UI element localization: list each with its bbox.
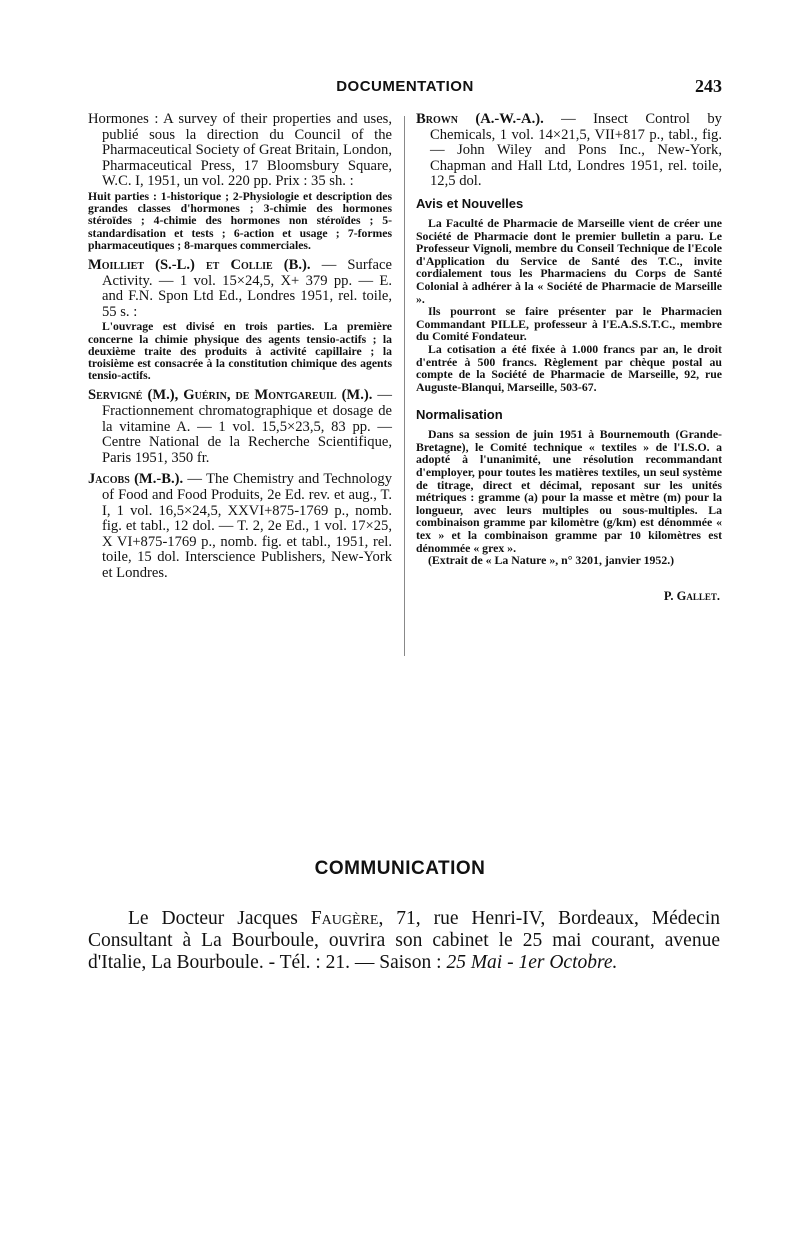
- entry-summary: Huit parties : 1-historique ; 2-Physiologie et description des grandes classes d'hormones ; 3-chimie des hormones stéroïdes ; 4-chimie des hormones non stéroïdes ; 5-standardisation et tests ; 6-action et usage ; 7-formes pharmaceutiques ; 8-marques commerciales.: [88, 189, 392, 252]
- doctor-name: Faugère: [310, 908, 379, 929]
- bibliography-entry: [416, 112, 722, 190]
- bibliography-entry: [88, 388, 392, 466]
- entry-author: Servigné (M.), Guérin, de Montgareuil (M.).: [88, 387, 373, 404]
- section-heading: Avis et Nouvelles: [416, 195, 524, 211]
- news-paragraph: La Faculté de Pharmacie de Marseille vient de créer une Société de Pharmacie dont le premier bulletin a paru. Le Professeur Vignoli, membre du Conseil Technique de l'Ecole d'Application du Service de Santé des T.C., invite cordialement tous les Pharmaciens du Corps de Santé Colonial à adhérer à la « Société de Pharmacie de Marseille ».: [416, 215, 722, 306]
- news-paragraph: La cotisation a été fixée à 1.000 francs par an, le droit d'entrée à 500 francs. Règlement par chèque postal au compte de la Société de Pharmacie de Marseille, 92, rue Auguste-Blanqui, Marseille, 503-67.: [416, 341, 722, 394]
- page-number: 243: [695, 76, 722, 96]
- bibliography-entry: [88, 472, 392, 581]
- entry-text: Hormones : A survey of their properties and uses, publié sous la direction du Council of the Pharmaceutical Society of Great Britain, London, Pharmaceutical Press, 17 Bloomsbury Square, W.C. I, 1951, un vol. 220 pp. Prix : 35 sh. :: [88, 111, 392, 190]
- communication-text: [88, 908, 720, 974]
- communication-intro: Le Docteur Jacques: [128, 908, 311, 929]
- news-paragraph: Ils pourront se faire présenter par le Pharmacien Commandant PILLE, professeur à l'E.A.S.S.T.C., membre du Comité Fondateur.: [416, 304, 722, 344]
- right-column: [416, 112, 722, 604]
- section-heading: Normalisation: [416, 407, 503, 423]
- bibliography-entry: [88, 112, 392, 252]
- entry-author: Jacobs (M.-B.).: [88, 471, 184, 488]
- left-column: [88, 112, 392, 588]
- bibliography-entry: [88, 258, 392, 382]
- entry-author: Brown (A.-W.-A.).: [416, 111, 544, 127]
- column-divider: [404, 116, 405, 656]
- news-paragraph: Dans sa session de juin 1951 à Bournemouth (Grande-Bretagne), le Comité technique « textiles » de l'I.S.O. a adopté à l'unanimité, une résolution recommandant d'employer, pour toutes les matières textiles, un seul système de titrage, direct et décimal, reposant sur les unités métriques : gramme (a) pour la masse et mètre (m) pour la longueur, avec leurs multiples ou sous-multiples. La combinaison gramme par kilomètre (g/km) est dénommée « tex » et la combinaison gramme par 10 kilomètres est dénommée « grex ».: [416, 427, 722, 555]
- running-title: DOCUMENTATION: [336, 78, 474, 95]
- entry-text: — Surface Activity. — 1 vol. 15×24,5, X+ 379 pp. — E. and F.N. Spon Ltd Ed., Londres 1951, rel. toile, 55 s. :: [102, 256, 392, 320]
- entry-summary: L'ouvrage est divisé en trois parties. La première concerne la chimie physique des agents tensio-actifs ; la deuxième traite des produits à activité capillaire ; la troisième est consacrée à la constitution chimique des agents tensio-actifs.: [88, 320, 392, 383]
- running-header: [0, 78, 800, 100]
- communication-title: COMMUNICATION: [314, 858, 486, 879]
- entry-author: Moilliet (S.-L.) et Collie (B.).: [88, 256, 311, 273]
- entry-text: — Insect Control by Chemicals, 1 vol. 14×21,5, VII+817 p., tabl., fig. — John Wiley and Pons Inc., New-York, Chapman and Hall Ltd, Londres 1951, rel. toile, 12,5 dol.: [430, 111, 722, 190]
- source-citation: (Extrait de « La Nature », n° 3201, janvier 1952.): [428, 553, 675, 568]
- author-signature: P. Gallet.: [663, 588, 720, 603]
- entry-text: — Fractionnement chromatographique et dosage de la vitamine A. — 1 vol. 15,5×23,5, 83 pp. — Centre National de la Recherche Scientifique, Paris 1951, 350 fr.: [102, 387, 392, 466]
- season-dates: 25 Mai - 1er Octobre.: [446, 952, 618, 973]
- communication-body: , 71, rue Henri-IV, Bordeaux, Médecin Consultant à La Bourboule, ouvrira son cabinet le 25 mai courant, avenue d'Italie, La Bourboule. - Tél. : 21. — Saison :: [88, 908, 721, 973]
- entry-text: — The Chemistry and Technology of Food and Food Produits, 2e Ed. rev. et aug., T. I, 1 vol. 16,5×24,5, XXVI+875-1769 p., nomb. fig. et tabl., 12 dol. — T. 2, 2e Ed., 1 vol. 17×25, X VI+875-1769 p., nomb. fig. et tabl., 1951, rel. toile, 15 dol. Interscience Publishers, New-York et Londres.: [102, 471, 393, 581]
